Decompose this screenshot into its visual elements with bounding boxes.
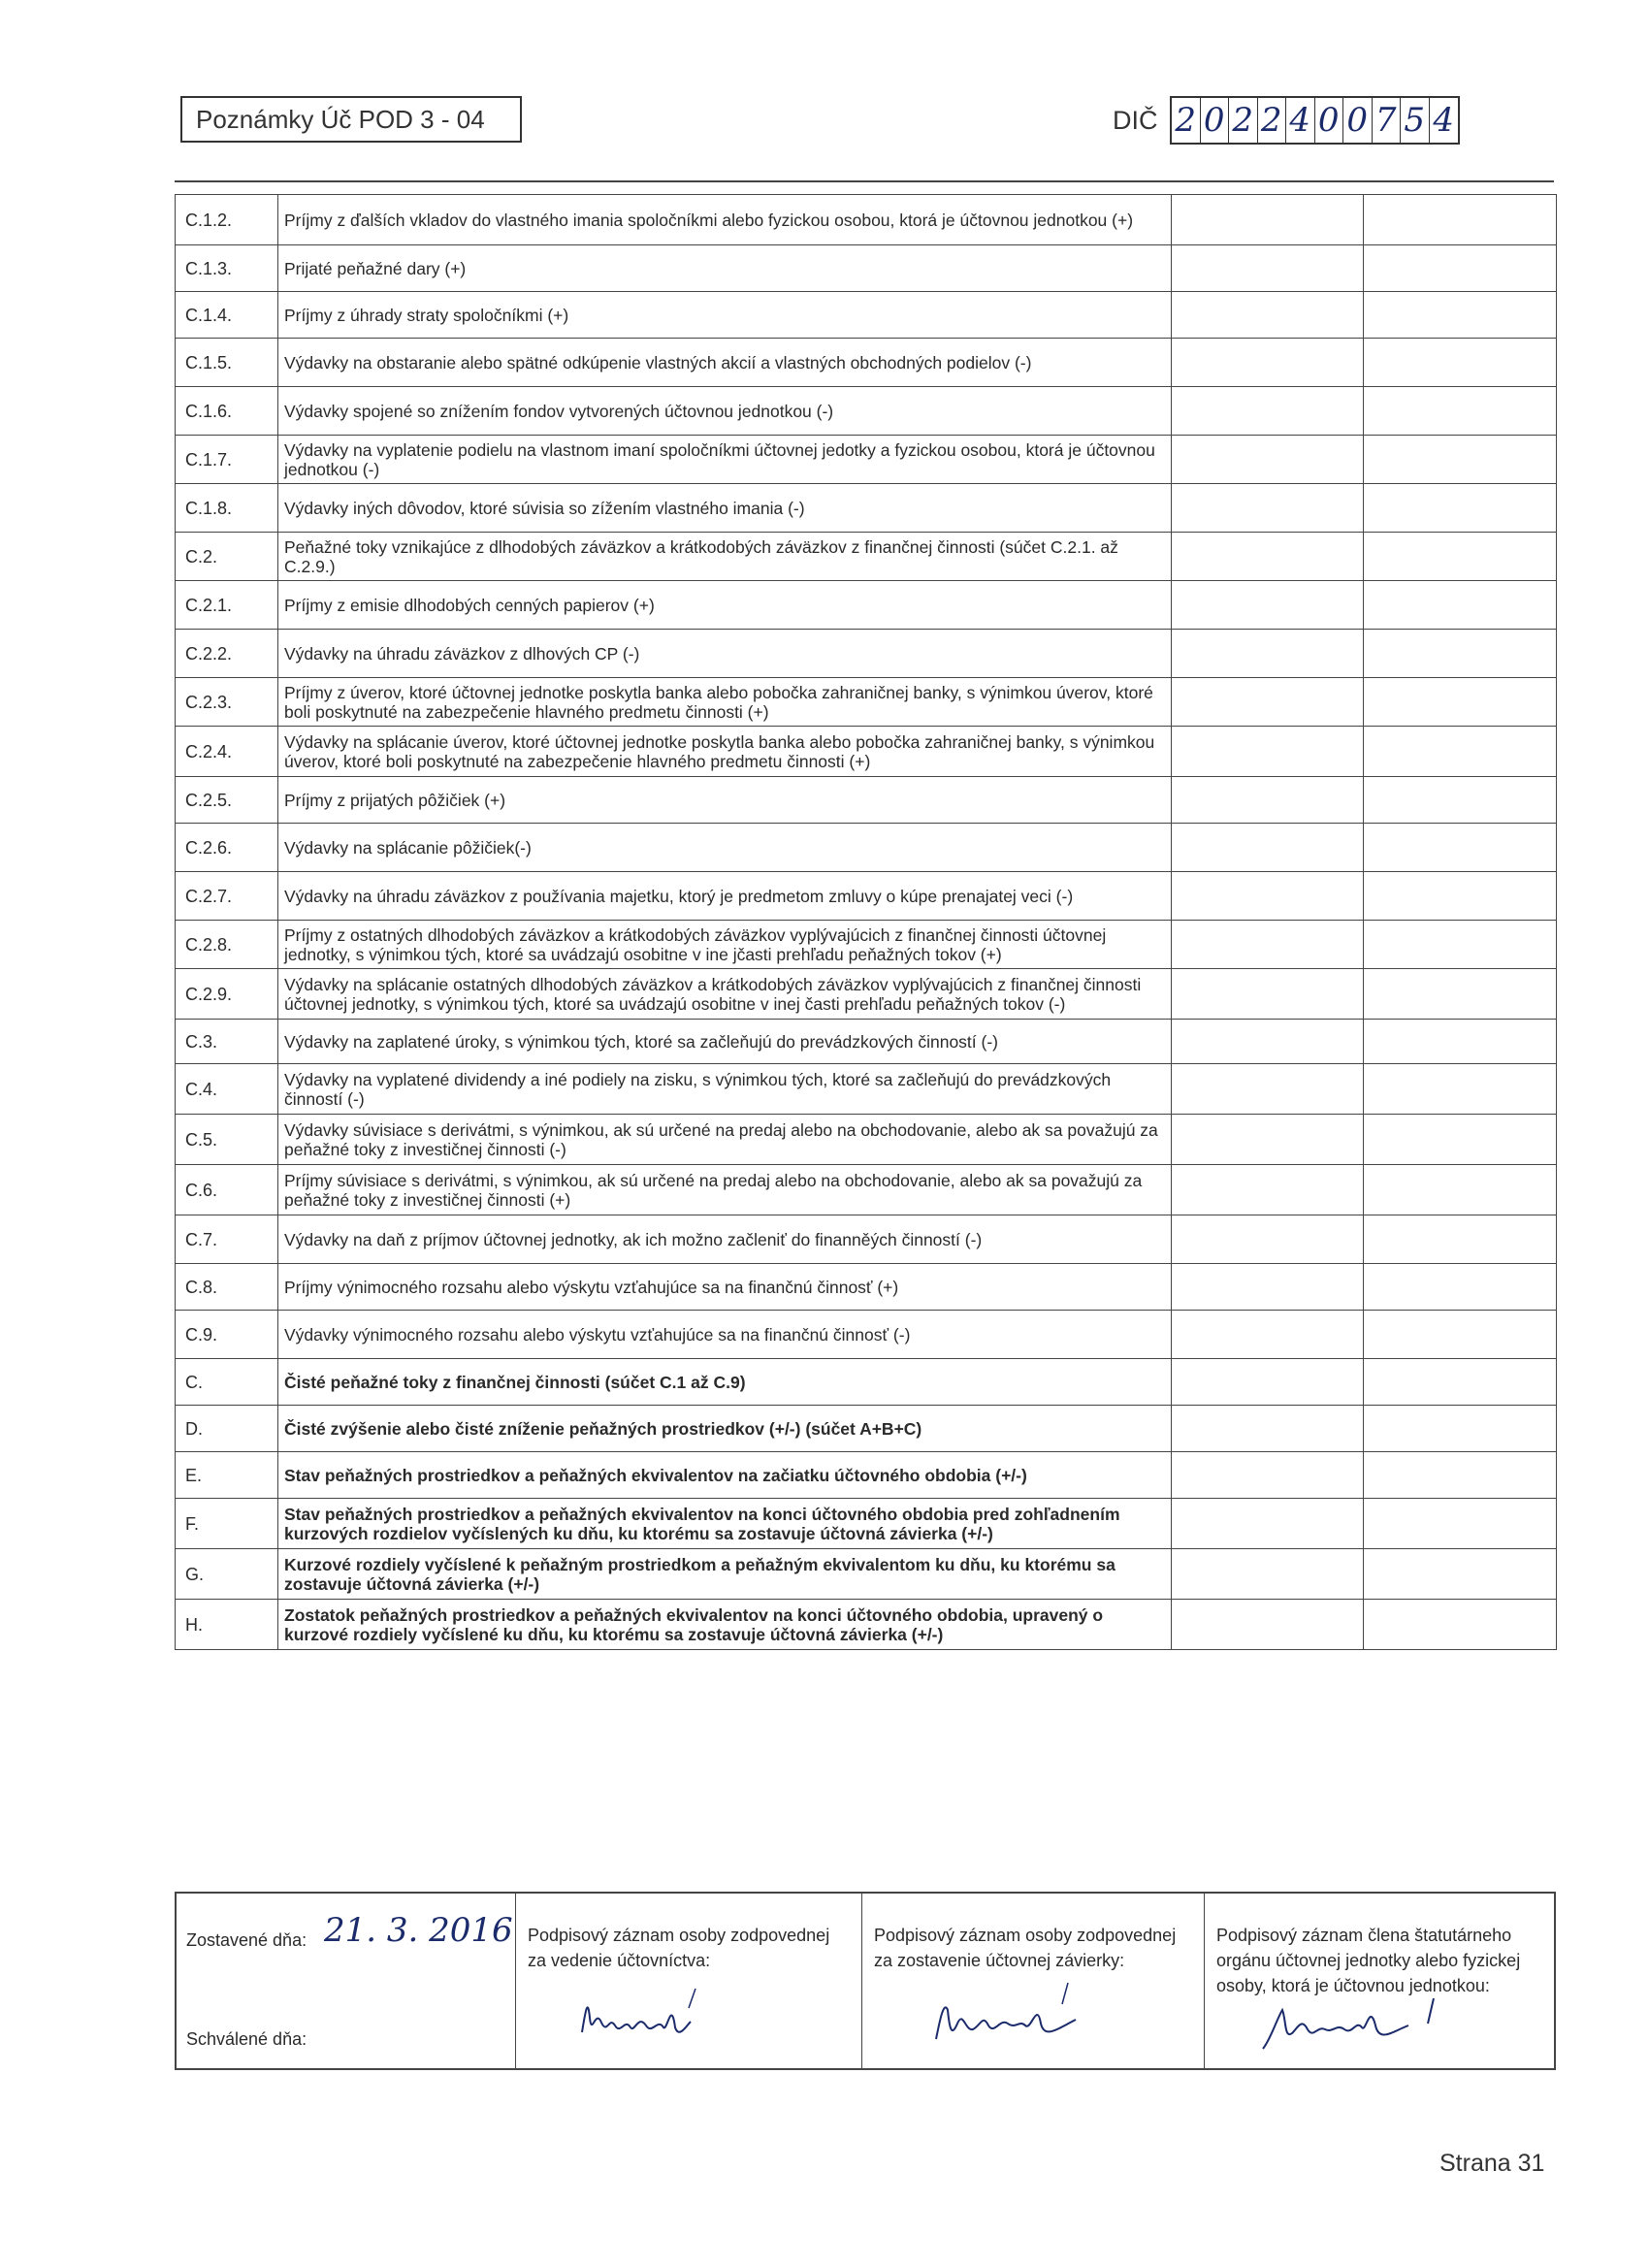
header-rule	[175, 180, 1554, 182]
value-cell-current	[1172, 436, 1364, 484]
table-row	[176, 1359, 1557, 1406]
row-description: Príjmy z ďalších vkladov do vlastného imania spoločníkmi alebo fyzickou osobou, ktorá je účtovnou jednotkou (+)	[278, 195, 1172, 245]
form-title-box	[180, 96, 522, 143]
table-row	[176, 195, 1557, 245]
row-code: C.1.7.	[176, 436, 278, 484]
value-cell-current	[1172, 1311, 1364, 1359]
dic-digit: 2	[1229, 98, 1258, 143]
dic-digit: 7	[1373, 98, 1402, 143]
compiled-date-label: Zostavené dňa:	[186, 1930, 307, 1950]
statement-signature-label: Podpisový záznam osoby zodpovednej za zostavenie účtovnej závierky:	[874, 1926, 1177, 1970]
value-cell-previous	[1364, 484, 1557, 533]
compiled-date-value: 21. 3. 2016	[324, 1911, 513, 1950]
dic-digit: 2	[1258, 98, 1287, 143]
row-description: Výdavky súvisiace s derivátmi, s výnimkou, ak sú určené na predaj alebo na obchodovanie, alebo ak sa považujú za peňažné toky z investičnej činnosti (-)	[278, 1115, 1172, 1165]
value-cell-previous	[1364, 1549, 1557, 1600]
table-row	[176, 581, 1557, 630]
dates-cell	[177, 1894, 516, 2068]
row-code: C.1.2.	[176, 195, 278, 245]
table-row	[176, 1165, 1557, 1215]
row-code: C.8.	[176, 1264, 278, 1311]
value-cell-previous	[1364, 678, 1557, 727]
dic-digit: 2	[1172, 98, 1201, 143]
row-description: Kurzové rozdiely vyčíslené k peňažným prostriedkom a peňažným ekvivalentom ku dňu, ku ktorému sa zostavuje účtovná závierka (+/-)	[278, 1549, 1172, 1600]
value-cell-previous	[1364, 1215, 1557, 1264]
row-code: C.	[176, 1359, 278, 1406]
value-cell-current	[1172, 777, 1364, 824]
table-row	[176, 872, 1557, 921]
value-cell-previous	[1364, 533, 1557, 581]
table-row	[176, 1311, 1557, 1359]
row-description: Výdavky výnimocného rozsahu alebo výskytu vzťahujúce sa na finančnú činnosť (-)	[278, 1311, 1172, 1359]
value-cell-previous	[1364, 921, 1557, 969]
table-row	[176, 969, 1557, 1020]
row-code: G.	[176, 1549, 278, 1600]
statement-signature-image	[930, 1981, 1095, 2049]
approved-date-label: Schválené dňa:	[186, 2029, 307, 2049]
form-title: Poznámky Úč POD 3 - 04	[196, 105, 485, 134]
cash-flow-table	[175, 194, 1557, 1650]
row-description: Príjmy z úhrady straty spoločníkmi (+)	[278, 292, 1172, 339]
value-cell-current	[1172, 292, 1364, 339]
accounting-signature-image	[574, 1979, 720, 2047]
row-description: Čisté peňažné toky z finančnej činnosti (súčet C.1 až C.9)	[278, 1359, 1172, 1406]
dic-digit-boxes	[1170, 96, 1460, 145]
row-description: Výdavky na obstaranie alebo spätné odkúpenie vlastných akcií a vlastných obchodných podielov (-)	[278, 339, 1172, 387]
row-description: Výdavky iných dôvodov, ktoré súvisia so zížením vlastného imania (-)	[278, 484, 1172, 533]
value-cell-current	[1172, 872, 1364, 921]
value-cell-previous	[1364, 581, 1557, 630]
row-code: C.2.5.	[176, 777, 278, 824]
row-description: Príjmy výnimocného rozsahu alebo výskytu vzťahujúce sa na finančnú činnosť (+)	[278, 1264, 1172, 1311]
row-code: C.2.8.	[176, 921, 278, 969]
value-cell-current	[1172, 630, 1364, 678]
row-description: Príjmy z emisie dlhodobých cenných papierov (+)	[278, 581, 1172, 630]
table-row	[176, 727, 1557, 777]
row-code: H.	[176, 1600, 278, 1650]
table-row	[176, 1499, 1557, 1549]
value-cell-current	[1172, 1064, 1364, 1115]
table-row	[176, 1064, 1557, 1115]
row-description: Výdavky na splácanie úverov, ktoré účtovnej jednotke poskytla banka alebo pobočka zahraničnej banky, s výnimkou úverov, ktoré boli poskytnuté na zabezpečenie hlavného predmetu činnosti (+)	[278, 727, 1172, 777]
value-cell-previous	[1364, 824, 1557, 872]
statement-signature-cell	[862, 1894, 1205, 2068]
value-cell-previous	[1364, 872, 1557, 921]
value-cell-current	[1172, 1549, 1364, 1600]
accounting-signature-cell	[516, 1894, 862, 2068]
value-cell-current	[1172, 533, 1364, 581]
row-description: Príjmy z úverov, ktoré účtovnej jednotke poskytla banka alebo pobočka zahraničnej banky, s výnimkou úverov, ktoré boli poskytnuté na zabezpečenie hlavného predmetu činnosti (+)	[278, 678, 1172, 727]
row-description: Výdavky na zaplatené úroky, s výnimkou tých, ktoré sa začleňujú do prevádzkových činností (-)	[278, 1020, 1172, 1064]
signature-section	[175, 1892, 1556, 2070]
value-cell-previous	[1364, 1264, 1557, 1311]
value-cell-previous	[1364, 630, 1557, 678]
row-code: C.4.	[176, 1064, 278, 1115]
page-number: Strana 31	[1439, 2150, 1545, 2177]
row-code: C.3.	[176, 1020, 278, 1064]
row-description: Príjmy z prijatých pôžičiek (+)	[278, 777, 1172, 824]
value-cell-current	[1172, 339, 1364, 387]
value-cell-previous	[1364, 777, 1557, 824]
row-description: Výdavky na úhradu záväzkov z dlhových CP (-)	[278, 630, 1172, 678]
value-cell-current	[1172, 195, 1364, 245]
row-code: C.6.	[176, 1165, 278, 1215]
value-cell-current	[1172, 1215, 1364, 1264]
value-cell-previous	[1364, 195, 1557, 245]
value-cell-previous	[1364, 969, 1557, 1020]
table-row	[176, 824, 1557, 872]
row-description: Čisté zvýšenie alebo čisté zníženie peňažných prostriedkov (+/-) (súčet A+B+C)	[278, 1406, 1172, 1452]
value-cell-current	[1172, 1359, 1364, 1406]
value-cell-current	[1172, 678, 1364, 727]
row-code: C.2.1.	[176, 581, 278, 630]
row-code: C.7.	[176, 1215, 278, 1264]
dic-digit: 5	[1401, 98, 1430, 143]
row-code: D.	[176, 1406, 278, 1452]
value-cell-previous	[1364, 245, 1557, 292]
row-description: Príjmy súvisiace s derivátmi, s výnimkou, ak sú určené na predaj alebo na obchodovanie, alebo ak sa považujú za peňažné toky z investičnej činnosti (+)	[278, 1165, 1172, 1215]
table-row	[176, 1406, 1557, 1452]
row-code: C.1.6.	[176, 387, 278, 436]
value-cell-previous	[1364, 339, 1557, 387]
table-row	[176, 245, 1557, 292]
statutory-signature-label: Podpisový záznam člena štatutárneho orgánu účtovnej jednotky alebo fyzickej osoby, ktorá je účtovnou jednotkou:	[1216, 1926, 1521, 1995]
value-cell-current	[1172, 1406, 1364, 1452]
row-description: Výdavky na vyplatenie podielu na vlastnom imaní spoločníkmi účtovnej jedotky a fyzickou osobou, ktorá je účtovnou jednotkou (-)	[278, 436, 1172, 484]
accounting-signature-label: Podpisový záznam osoby zodpovednej za vedenie účtovníctva:	[528, 1926, 830, 1970]
value-cell-previous	[1364, 1499, 1557, 1549]
table-row	[176, 1020, 1557, 1064]
value-cell-current	[1172, 484, 1364, 533]
value-cell-current	[1172, 1165, 1364, 1215]
row-description: Výdavky na splácanie pôžičiek(-)	[278, 824, 1172, 872]
row-code: C.2.7.	[176, 872, 278, 921]
value-cell-previous	[1364, 1311, 1557, 1359]
row-code: C.1.3.	[176, 245, 278, 292]
table-row	[176, 1549, 1557, 1600]
row-code: C.1.5.	[176, 339, 278, 387]
row-code: F.	[176, 1499, 278, 1549]
row-description: Výdavky na úhradu záväzkov z používania majetku, ktorý je predmetom zmluvy o kúpe prenajatej veci (-)	[278, 872, 1172, 921]
row-description: Prijaté peňažné dary (+)	[278, 245, 1172, 292]
row-code: C.1.8.	[176, 484, 278, 533]
value-cell-previous	[1364, 292, 1557, 339]
dic-digit: 0	[1343, 98, 1373, 143]
table-row	[176, 339, 1557, 387]
table-row	[176, 630, 1557, 678]
dic-digit: 0	[1315, 98, 1344, 143]
value-cell-previous	[1364, 1452, 1557, 1499]
statutory-signature-cell	[1205, 1894, 1554, 2068]
row-code: C.1.4.	[176, 292, 278, 339]
value-cell-current	[1172, 1115, 1364, 1165]
value-cell-current	[1172, 1499, 1364, 1549]
table-row	[176, 1264, 1557, 1311]
table-row	[176, 533, 1557, 581]
value-cell-current	[1172, 921, 1364, 969]
value-cell-previous	[1364, 387, 1557, 436]
row-description: Výdavky spojené so znížením fondov vytvorených účtovnou jednotkou (-)	[278, 387, 1172, 436]
table-row	[176, 292, 1557, 339]
row-description: Výdavky na daň z príjmov účtovnej jednotky, ak ich možno začleniť do finanněých činností (-)	[278, 1215, 1172, 1264]
table-row	[176, 1115, 1557, 1165]
table-row	[176, 1452, 1557, 1499]
row-code: C.2.4.	[176, 727, 278, 777]
dic-label: DIČ	[1113, 106, 1158, 135]
value-cell-previous	[1364, 1020, 1557, 1064]
row-description: Stav peňažných prostriedkov a peňažných ekvivalentov na začiatku účtovného obdobia (+/-)	[278, 1452, 1172, 1499]
dic-digit: 4	[1433, 101, 1455, 140]
value-cell-current	[1172, 1452, 1364, 1499]
value-cell-current	[1172, 387, 1364, 436]
value-cell-current	[1172, 969, 1364, 1020]
row-code: C.2.3.	[176, 678, 278, 727]
table-row	[176, 1600, 1557, 1650]
row-code: C.2.6.	[176, 824, 278, 872]
row-description: Výdavky na splácanie ostatných dlhodobých záväzkov a krátkodobých záväzkov vyplývajúcich z finančnej činnosti účtovnej jednotky, s výnimkou tých, ktoré sa uvádzajú osobitne v inej časti prehľadu peňažných tokov (-)	[278, 969, 1172, 1020]
value-cell-current	[1172, 1020, 1364, 1064]
value-cell-current	[1172, 1264, 1364, 1311]
row-description: Príjmy z ostatných dlhodobých záväzkov a krátkodobých záväzkov vyplývajúcich z finančnej činnosti účtovnej jednotky, s výnimkou tých, ktoré sa uvádzajú osobitne v ine jčasti prehľadu peňažných tokov (+)	[278, 921, 1172, 969]
dic-digit: 0	[1201, 98, 1230, 143]
table-row	[176, 484, 1557, 533]
value-cell-current	[1172, 824, 1364, 872]
row-code: E.	[176, 1452, 278, 1499]
table-row	[176, 387, 1557, 436]
value-cell-previous	[1364, 1359, 1557, 1406]
row-description: Výdavky na vyplatené dividendy a iné podiely na zisku, s výnimkou tých, ktoré sa začleňujú do prevádzkových činností (-)	[278, 1064, 1172, 1115]
value-cell-previous	[1364, 1406, 1557, 1452]
value-cell-current	[1172, 727, 1364, 777]
value-cell-previous	[1364, 1064, 1557, 1115]
table-row	[176, 921, 1557, 969]
statutory-signature-image	[1253, 1991, 1447, 2058]
row-description: Zostatok peňažných prostriedkov a peňažných ekvivalentov na konci účtovného obdobia, upravený o kurzové rozdiely vyčíslené ku dňu, ku ktorému sa zostavuje účtovná závierka (+/-)	[278, 1600, 1172, 1650]
row-code: C.2.9.	[176, 969, 278, 1020]
value-cell-previous	[1364, 1115, 1557, 1165]
value-cell-current	[1172, 245, 1364, 292]
row-code: C.5.	[176, 1115, 278, 1165]
value-cell-current	[1172, 581, 1364, 630]
value-cell-previous	[1364, 1165, 1557, 1215]
row-code: C.9.	[176, 1311, 278, 1359]
row-code: C.2.	[176, 533, 278, 581]
table-row	[176, 436, 1557, 484]
value-cell-previous	[1364, 1600, 1557, 1650]
row-code: C.2.2.	[176, 630, 278, 678]
row-description: Stav peňažných prostriedkov a peňažných ekvivalentov na konci účtovného obdobia pred zohľadnením kurzových rozdielov vyčíslených ku dňu, ku ktorému sa zostavuje účtovná závierka (+/-)	[278, 1499, 1172, 1549]
value-cell-previous	[1364, 436, 1557, 484]
dic-digit: 4	[1286, 98, 1315, 143]
row-description: Peňažné toky vznikajúce z dlhodobých záväzkov a krátkodobých záväzkov z finančnej činnosti (súčet C.2.1. až C.2.9.)	[278, 533, 1172, 581]
table-row	[176, 678, 1557, 727]
value-cell-previous	[1364, 727, 1557, 777]
table-row	[176, 1215, 1557, 1264]
table-row	[176, 777, 1557, 824]
value-cell-current	[1172, 1600, 1364, 1650]
